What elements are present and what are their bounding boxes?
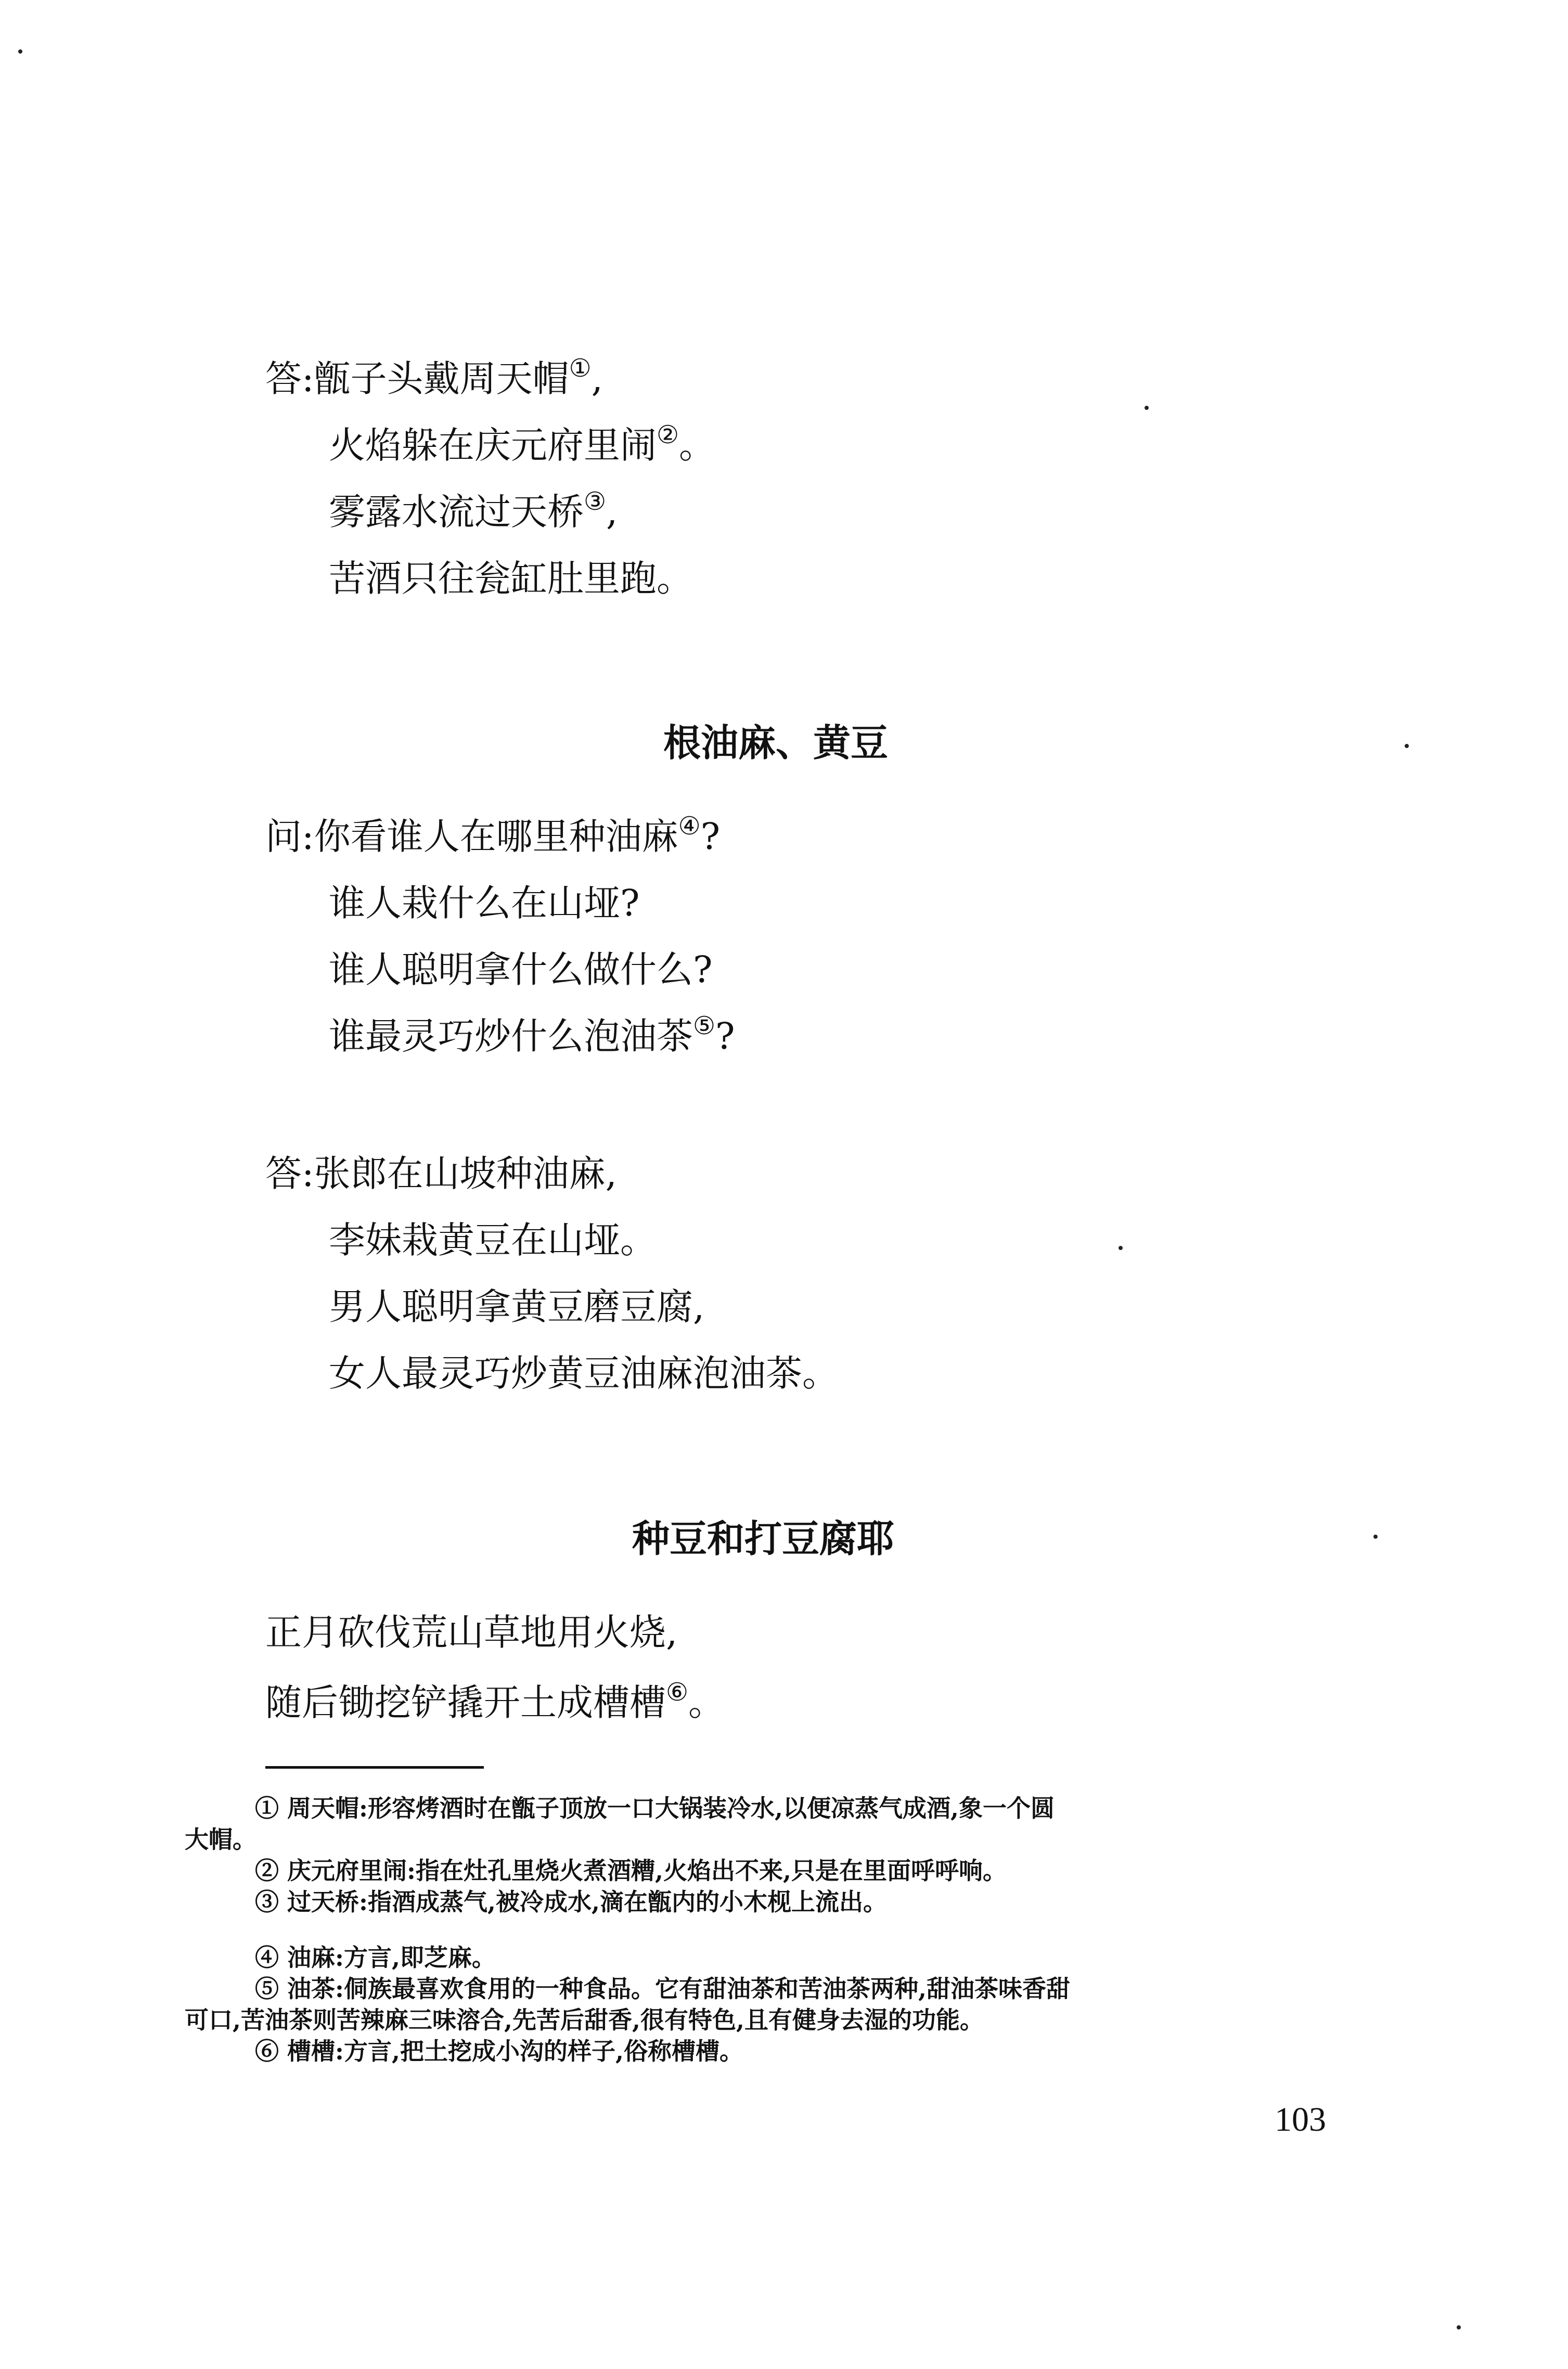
scan-speck xyxy=(1119,1246,1123,1250)
footnote-1-cont: 大帽。 xyxy=(185,1825,256,1853)
footnote-marker: ④ xyxy=(678,812,701,841)
scan-speck xyxy=(1145,406,1149,410)
footnote-3: ③ 过天桥:指酒成蒸气,被冷成水,滴在甑内的小木枧上流出。 xyxy=(255,1888,888,1916)
section2-title: 根油麻、黄豆 xyxy=(663,721,889,765)
scan-speck xyxy=(18,49,22,54)
page-number: 103 xyxy=(1275,2101,1326,2139)
scan-speck xyxy=(1457,2325,1461,2329)
footnote-marker: ① xyxy=(569,354,592,383)
footnote-marker: ③ xyxy=(584,487,607,516)
poem1-line-4: 苦酒只往瓮缸肚里跑。 xyxy=(329,557,693,600)
footnote-6: ⑥ 槽槽:方言,把土挖成小沟的样子,俗称槽槽。 xyxy=(255,2037,744,2065)
section2-answer-4: 女人最灵巧炒黄豆油麻泡油茶。 xyxy=(329,1352,839,1395)
poem1-line-3: 雾露水流过天桥③, xyxy=(329,487,618,533)
footnote-marker: ⑥ xyxy=(666,1678,689,1707)
scan-speck xyxy=(1373,1535,1378,1539)
footnote-marker: ⑤ xyxy=(693,1011,716,1040)
footnote-5: ⑤ 油茶:侗族最喜欢食用的一种食品。它有甜油茶和苦油茶两种,甜油茶味香甜 xyxy=(255,1975,1071,2003)
section2-answer-2: 李妹栽黄豆在山垭。 xyxy=(329,1219,657,1261)
section2-question-4: 谁最灵巧炒什么泡油茶⑤? xyxy=(329,1011,735,1058)
scan-speck xyxy=(1405,744,1409,748)
footnote-divider xyxy=(265,1766,484,1769)
section2-answer-1: 答:张郎在山坡种油麻, xyxy=(265,1152,617,1195)
section2-question-3: 谁人聪明拿什么做什么? xyxy=(329,948,713,991)
section2-question-1: 问:你看谁人在哪里种油麻④? xyxy=(265,812,721,858)
section3-line-2: 随后锄挖铲撬开土成槽槽⑥。 xyxy=(265,1678,725,1724)
section2-answer-3: 男人聪明拿黄豆磨豆腐, xyxy=(329,1285,705,1328)
footnote-5-cont: 可口,苦油茶则苦辣麻三味溶合,先苦后甜香,很有特色,且有健身去湿的功能。 xyxy=(185,2006,984,2034)
footnote-1: ① 周天帽:形容烤酒时在甑子顶放一口大锅装冷水,以便凉蒸气成酒,象一个圆 xyxy=(255,1794,1055,1822)
poem1-line-1: 答:甑子头戴周天帽①, xyxy=(265,354,603,400)
section2-question-2: 谁人栽什么在山垭? xyxy=(329,882,640,924)
footnote-marker: ② xyxy=(657,420,679,449)
footnote-4: ④ 油麻:方言,即芝麻。 xyxy=(255,1943,496,1972)
section3-line-1: 正月砍伐荒山草地用火烧, xyxy=(265,1611,678,1654)
section3-title: 种豆和打豆腐耶 xyxy=(632,1517,895,1561)
footnote-2: ② 庆元府里闹:指在灶孔里烧火煮酒糟,火焰出不来,只是在里面呼呼响。 xyxy=(255,1857,1007,1885)
poem1-line-2: 火焰躲在庆元府里闹②。 xyxy=(329,420,716,467)
